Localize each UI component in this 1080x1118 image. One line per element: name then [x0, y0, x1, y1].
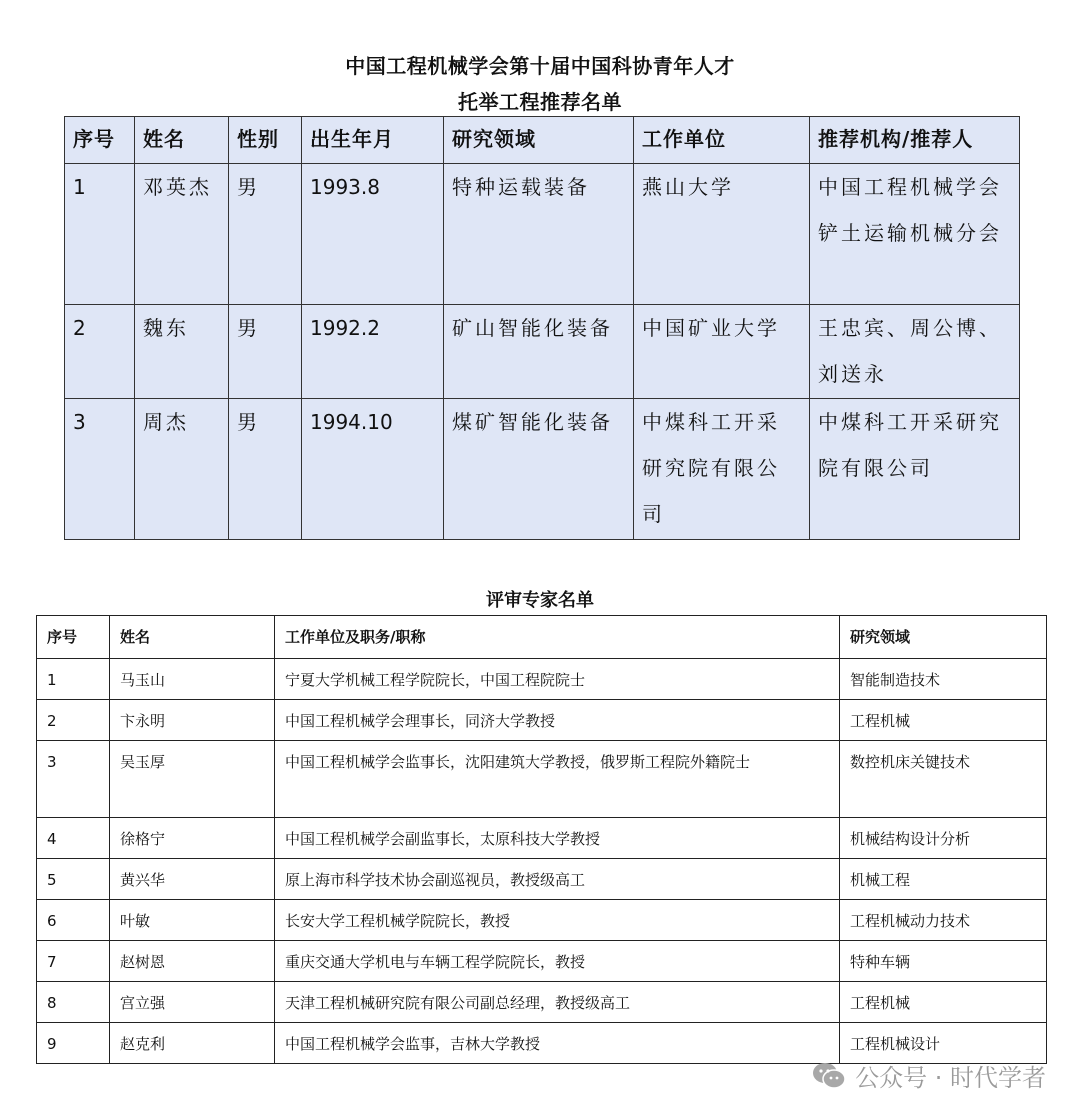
table-cell: 6 [37, 900, 110, 941]
table-cell: 2 [65, 305, 135, 399]
table-row [65, 399, 1020, 540]
table-cell: 智能制造技术 [840, 659, 1047, 700]
table-cell: 中煤科工开采研究院有限公司 [810, 399, 1020, 540]
table-cell: 煤矿智能化装备 [444, 399, 634, 540]
table-cell: 王忠宾、周公博、刘送永 [810, 305, 1020, 399]
table-row [37, 982, 1047, 1023]
table-cell: 长安大学工程机械学院院长，教授 [275, 900, 840, 941]
table-cell: 1992.2 [302, 305, 444, 399]
table-cell: 天津工程机械研究院有限公司副总经理，教授级高工 [275, 982, 840, 1023]
header-cell: 工作单位 [634, 117, 810, 164]
table-cell: 工程机械 [840, 982, 1047, 1023]
table-cell: 2 [37, 700, 110, 741]
table-header-row [37, 616, 1047, 659]
table-row [37, 818, 1047, 859]
table-header-row [65, 117, 1020, 164]
header-cell: 推荐机构/推荐人 [810, 117, 1020, 164]
table-row [65, 305, 1020, 399]
table-row [37, 900, 1047, 941]
table-cell: 5 [37, 859, 110, 900]
table-cell: 中国矿业大学 [634, 305, 810, 399]
header-cell: 工作单位及职务/职称 [275, 616, 840, 659]
table-row [37, 859, 1047, 900]
header-cell: 出生年月 [302, 117, 444, 164]
header-cell: 研究领域 [444, 117, 634, 164]
experts-table [36, 615, 1047, 1064]
table-row [37, 741, 1047, 818]
document-title-line2: 托举工程推荐名单 [458, 90, 622, 114]
table-cell: 7 [37, 941, 110, 982]
table-cell: 1994.10 [302, 399, 444, 540]
table-row [37, 941, 1047, 982]
table-cell: 卞永明 [110, 700, 275, 741]
watermark [811, 1058, 1046, 1093]
table-cell: 中国工程机械学会监事，吉林大学教授 [275, 1023, 840, 1064]
table-cell: 徐格宁 [110, 818, 275, 859]
table-cell: 1 [65, 164, 135, 305]
table-cell: 重庆交通大学机电与车辆工程学院院长，教授 [275, 941, 840, 982]
header-cell: 姓名 [110, 616, 275, 659]
table-cell: 中国工程机械学会铲土运输机械分会 [810, 164, 1020, 305]
table-cell: 中国工程机械学会监事长，沈阳建筑大学教授，俄罗斯工程院外籍院士 [275, 741, 840, 818]
table-cell: 工程机械动力技术 [840, 900, 1047, 941]
table-cell: 中国工程机械学会副监事长，太原科技大学教授 [275, 818, 840, 859]
table-cell: 魏东 [135, 305, 229, 399]
document-title-line1: 中国工程机械学会第十届中国科协青年人才 [345, 54, 735, 78]
table-cell: 男 [229, 164, 302, 305]
table-cell: 机械工程 [840, 859, 1047, 900]
table-cell: 宫立强 [110, 982, 275, 1023]
table-cell: 3 [37, 741, 110, 818]
table-row [65, 164, 1020, 305]
table-cell: 黄兴华 [110, 859, 275, 900]
table-cell: 工程机械设计 [840, 1023, 1047, 1064]
table-cell: 赵克利 [110, 1023, 275, 1064]
table-cell: 特种运载装备 [444, 164, 634, 305]
table-cell: 中国工程机械学会理事长，同济大学教授 [275, 700, 840, 741]
experts-title: 评审专家名单 [486, 590, 594, 611]
table-cell: 中煤科工开采研究院有限公司 [634, 399, 810, 540]
table-cell: 4 [37, 818, 110, 859]
table-cell: 叶敏 [110, 900, 275, 941]
header-cell: 序号 [37, 616, 110, 659]
table-cell: 1993.8 [302, 164, 444, 305]
table-cell: 马玉山 [110, 659, 275, 700]
table-cell: 机械结构设计分析 [840, 818, 1047, 859]
header-cell: 序号 [65, 117, 135, 164]
table-cell: 数控机床关键技术 [840, 741, 1047, 818]
table-row [37, 659, 1047, 700]
table-cell: 工程机械 [840, 700, 1047, 741]
table-cell: 周杰 [135, 399, 229, 540]
watermark-text: 公众号 · 时代学者 [855, 1064, 1046, 1092]
table-cell: 赵树恩 [110, 941, 275, 982]
table-cell: 燕山大学 [634, 164, 810, 305]
table-cell: 男 [229, 305, 302, 399]
table-cell: 宁夏大学机械工程学院院长，中国工程院院士 [275, 659, 840, 700]
header-cell: 性别 [229, 117, 302, 164]
table-cell: 9 [37, 1023, 110, 1064]
table-row [37, 700, 1047, 741]
table-cell: 男 [229, 399, 302, 540]
recommendation-table [64, 116, 1020, 540]
table-cell: 3 [65, 399, 135, 540]
wechat-icon [811, 1061, 847, 1091]
table-cell: 特种车辆 [840, 941, 1047, 982]
table-cell: 原上海市科学技术协会副巡视员，教授级高工 [275, 859, 840, 900]
table-cell: 吴玉厚 [110, 741, 275, 818]
table-cell: 邓英杰 [135, 164, 229, 305]
header-cell: 研究领域 [840, 616, 1047, 659]
table-cell: 矿山智能化装备 [444, 305, 634, 399]
table-cell: 1 [37, 659, 110, 700]
table-cell: 8 [37, 982, 110, 1023]
header-cell: 姓名 [135, 117, 229, 164]
